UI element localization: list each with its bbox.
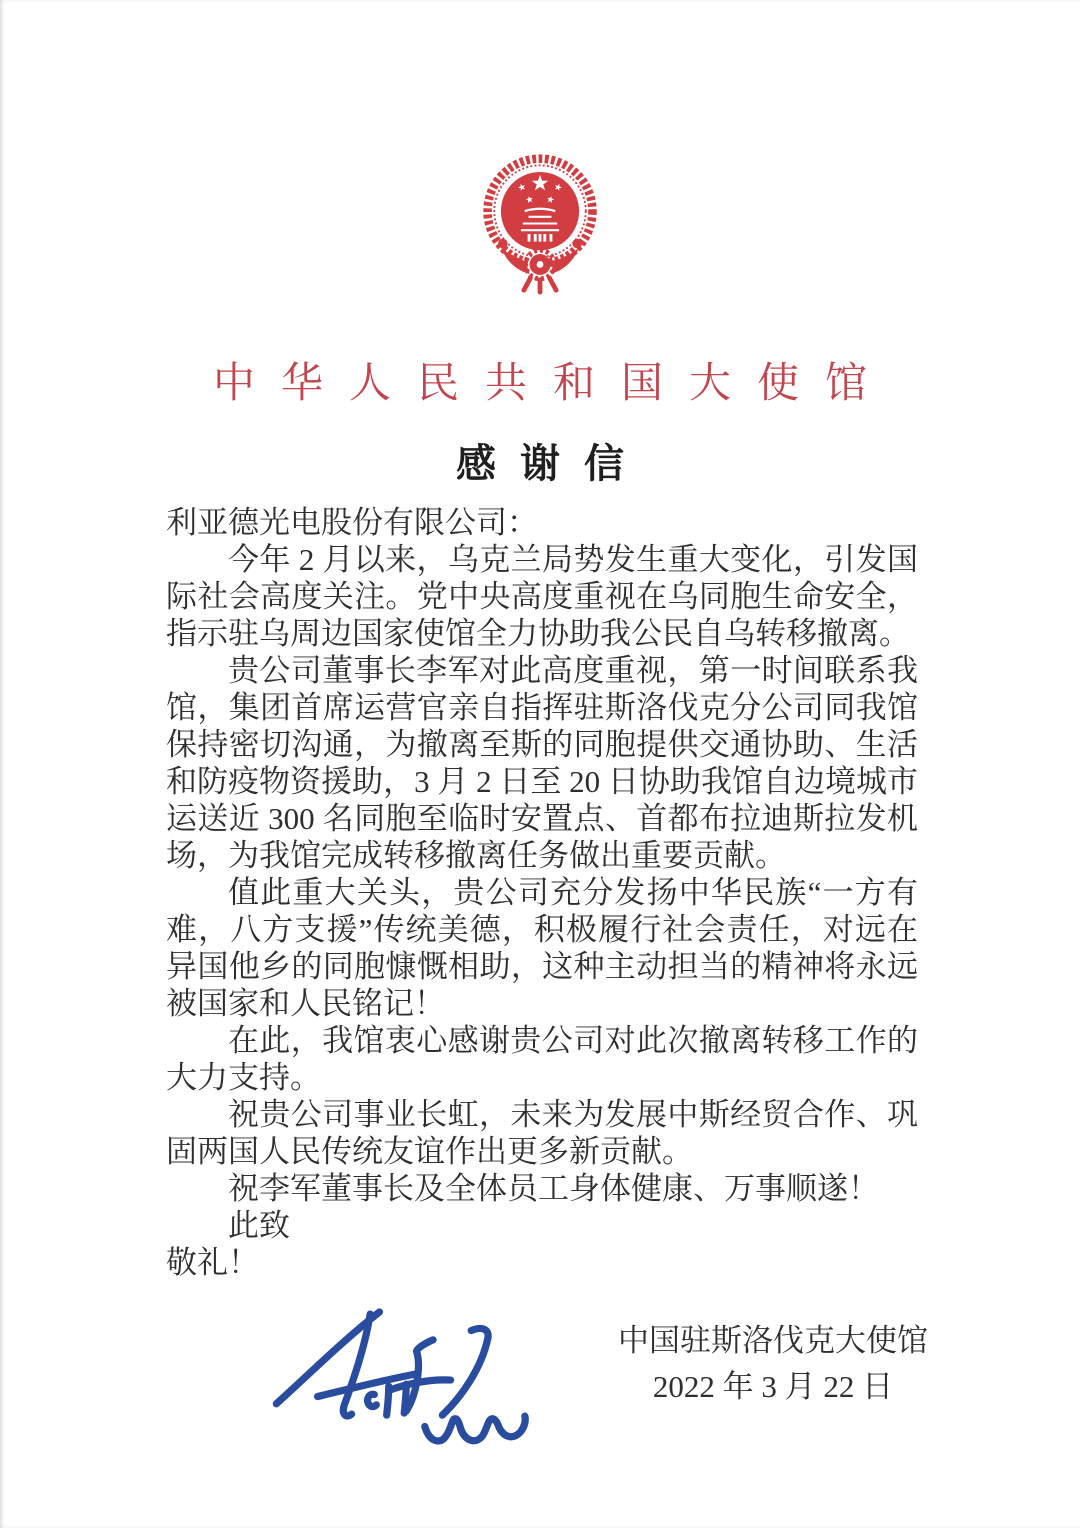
sign-off-block [608,1318,938,1410]
paragraph: 祝李军董事长及全体员工身体健康、万事顺遂！ [228,1171,879,1206]
signing-date: 2022 年 3 月 22 日 [652,1369,894,1404]
salutation: 利亚德光电股份有限公司： [166,505,538,540]
national-emblem-icon [478,152,602,295]
paragraph: 值此重大关头，贵公司充分发扬中华民族“一方有难，八方支援”传统美德，积极履行社会责任，对远在异国他乡的同胞慷慨相助，这种主动担当的精神将永远被国家和人民铭记！ [166,875,918,1021]
letter-title: 感谢信 [456,441,648,486]
paragraph: 祝贵公司事业长虹，未来为发展中斯经贸合作、巩固两国人民传统友谊作出更多新贡献。 [166,1097,918,1169]
embassy-heading: 中华人民共和国大使馆 [212,361,893,407]
paragraph: 在此，我馆衷心感谢贵公司对此次撤离转移工作的大力支持。 [166,1023,918,1095]
signing-organization: 中国驻斯洛伐克大使馆 [618,1323,928,1358]
closing-respect: 敬礼！ [166,1245,259,1280]
handwritten-signature [233,1303,563,1453]
closing-salute: 此致 [228,1208,290,1243]
paragraph: 贵公司董事长李军对此高度重视，第一时间联系我馆，集团首席运营官亲自指挥驻斯洛伐克分公司同我馆保持密切沟通，为撤离至斯的同胞提供交通协助、生活和防疫物资援助，3 月 2 日至 20 日协助我馆自边境城市运送近 300 名同胞至临时安置点、首都布拉迪斯拉发机场，为我馆完成转移撤离任务做出重要贡献。 [166,653,918,873]
paragraph: 今年 2 月以来，乌克兰局势发生重大变化，引发国际社会高度关注。党中央高度重视在乌同胞生命安全，指示驻乌周边国家使馆全力协助我公民自乌转移撤离。 [166,542,918,651]
letter-body [166,504,918,1281]
